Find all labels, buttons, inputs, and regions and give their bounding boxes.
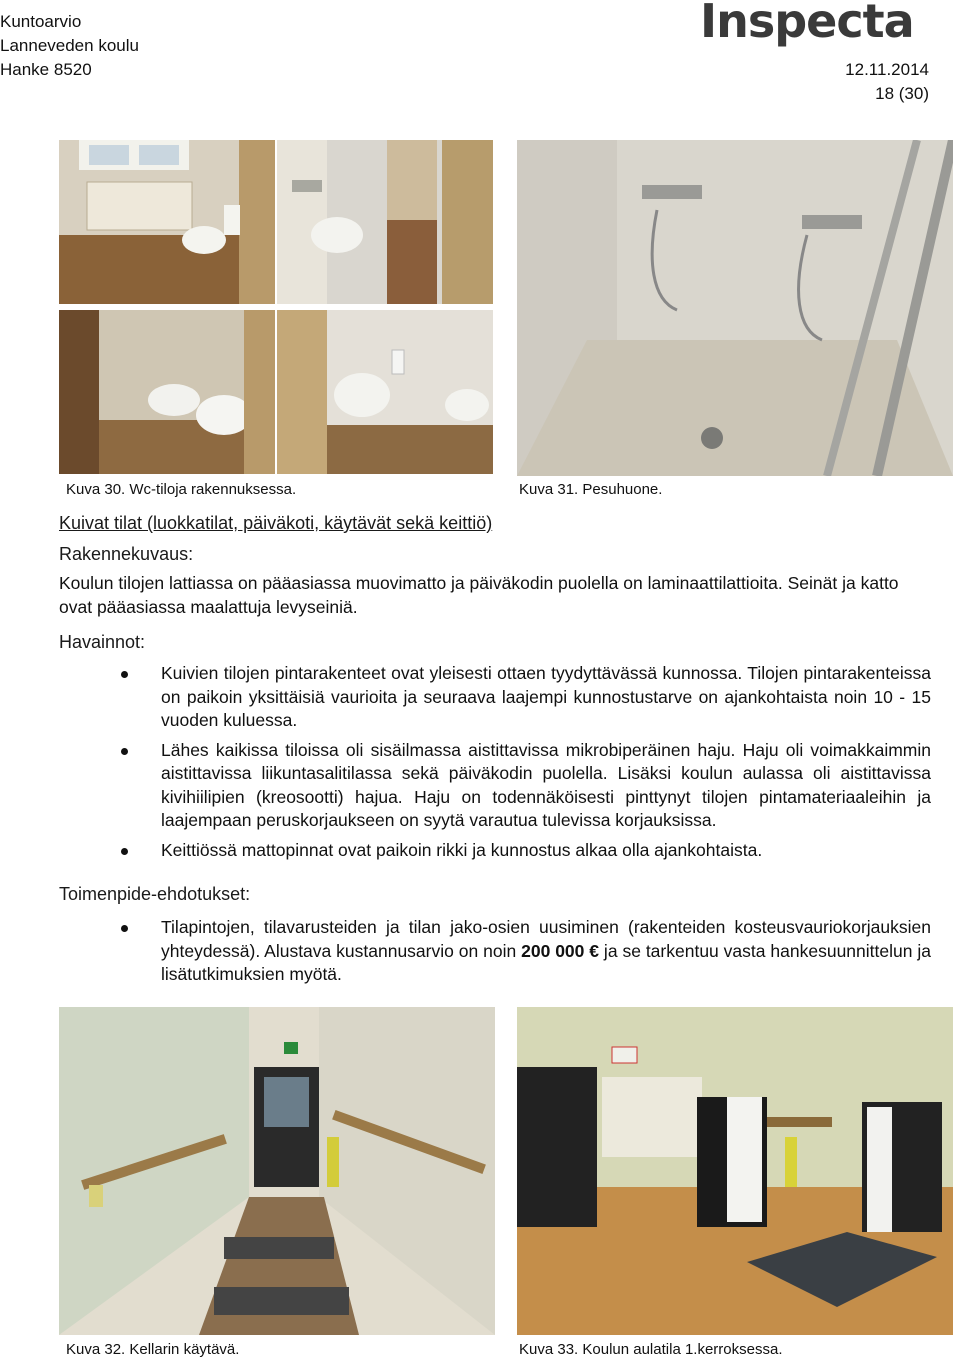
header-project: Hanke 8520 <box>0 60 92 79</box>
header-date: 12.11.2014 <box>845 60 929 79</box>
list-item <box>59 916 931 987</box>
toimenpide-text-end: ja se tarkentuu vasta hankesuunnittelun ja lisätutkimuksien myötä. <box>161 940 931 984</box>
caption-kuva-31: Kuva 31. Pesuhuone. <box>519 481 663 498</box>
header-page-number: 18 (30) <box>875 84 929 103</box>
toimenpide-list <box>59 916 931 993</box>
photo-school-lobby <box>517 1007 953 1335</box>
document-header <box>0 10 139 82</box>
photo-wc-2 <box>277 140 493 304</box>
rakennekuvaus-heading: Rakennekuvaus: <box>59 544 194 564</box>
list-item: Lähes kaikissa tiloissa oli sisäilmassa aistittavissa mikrobiperäinen haju. Haju oli voimakkaimmin aistittavissa liikuntasalitilassa sekä päiväkodin puolella. Lisäksi koulun aulassa oli aistittavissa kivihiilipien (kreosootti) hajua. Haju on todennäköisesti pinttynyt tilojen pintamateriaaleihin ja laajempaan peruskorjaukseen on syytä varautua tulevissa korjauksissa. <box>59 739 931 833</box>
section-title: Kuivat tilat (luokkatilat, päiväkoti, käytävät sekä keittiö) <box>59 513 493 533</box>
list-item: Kuivien tilojen pintarakenteet ovat yleisesti ottaen tyydyttävässä kunnossa. Tilojen pintarakenteissa on paikoin yksittäisiä vaurioita ja seuraava laajempi kunnostustarve on ajankohtaista noin 10 - 15 vuoden kuluessa. <box>59 662 931 733</box>
havainnot-list <box>59 662 931 868</box>
photo-shower-room <box>517 140 953 476</box>
photo-wc-1 <box>59 140 275 304</box>
toimenpide-heading: Toimenpide-ehdotukset: <box>59 884 251 904</box>
caption-kuva-30: Kuva 30. Wc-tiloja rakennuksessa. <box>66 481 297 498</box>
header-title: Kuntoarvio <box>0 12 82 31</box>
photo-basement-corridor <box>59 1007 495 1335</box>
toimenpide-text-start: Tilapintojen, tilavarusteiden ja tilan jako-osien uusiminen (rakenteiden kosteusvauriokorjauksien yhteydessä). Alustava kustannusarvio on noin <box>161 917 931 961</box>
header-meta <box>845 58 929 106</box>
rakennekuvaus-text: Koulun tilojen lattiassa on pääasiassa muovimatto ja päiväkodin puolella on laminaattilattioita. Seinät ja katto ovat pääasiassa maalattuja levyseiniä. <box>59 573 899 617</box>
havainnot-heading: Havainnot: <box>59 632 146 652</box>
header-school: Lanneveden koulu <box>0 36 139 55</box>
caption-kuva-32: Kuva 32. Kellarin käytävä. <box>66 1341 240 1358</box>
cost-estimate: 200 000 € <box>521 940 600 961</box>
photo-wc-4 <box>277 310 493 474</box>
list-item: Keittiössä mattopinnat ovat paikoin rikki ja kunnostus alkaa olla ajankohtaista. <box>59 839 931 863</box>
photo-wc-3 <box>59 310 275 474</box>
caption-kuva-33: Kuva 33. Koulun aulatila 1.kerroksessa. <box>519 1341 783 1358</box>
inspecta-logo: Inspecta <box>700 0 914 48</box>
